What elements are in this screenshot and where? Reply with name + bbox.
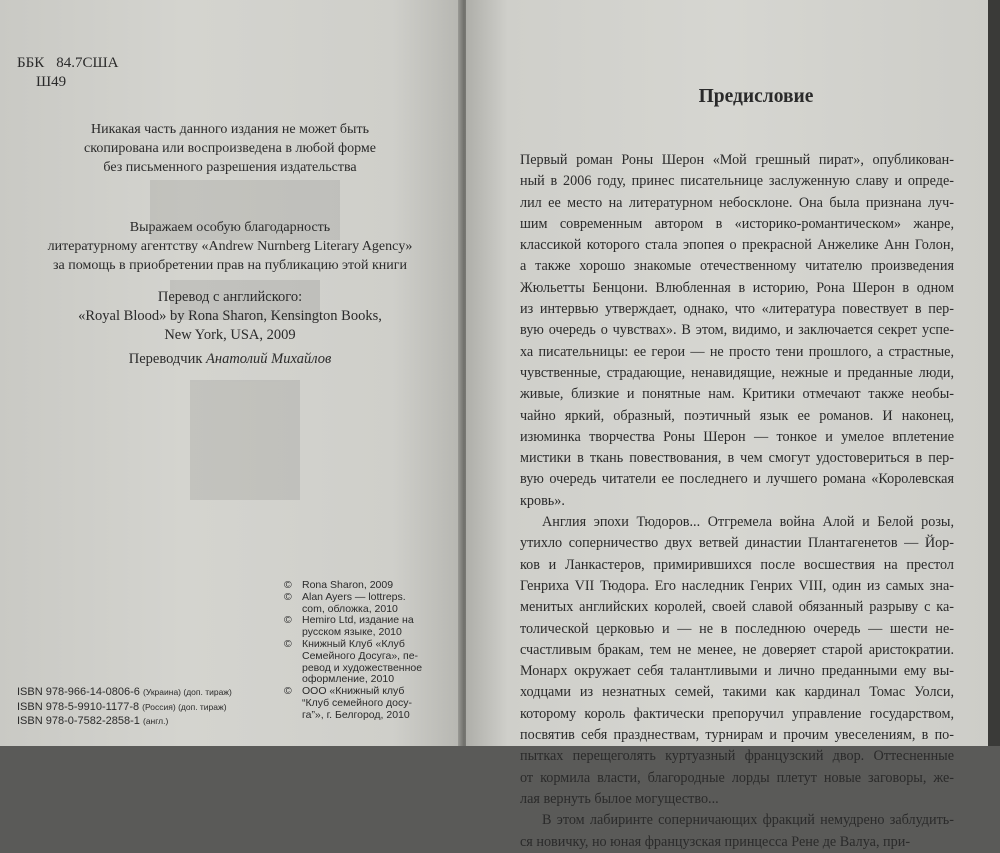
- isbn-row: [17, 700, 277, 715]
- translator-name: Анатолий Михайлов: [206, 351, 332, 367]
- copyright-block: [284, 580, 444, 722]
- text-line: толической церковью и — не в последнюю очередь — шести не-: [520, 620, 954, 637]
- copyright-item: [284, 639, 444, 686]
- text-line: лил ее место на литературном небосклоне. Она была признана луч-: [520, 194, 954, 211]
- preface-text: [520, 150, 954, 853]
- text-line: изюминка творчества Роны Шерон — тонкое и умелое вплетение: [520, 428, 954, 445]
- copyright-item: [284, 615, 444, 639]
- text-line: Англия эпохи Тюдоров... Отгремела война Алой и Белой розы,: [542, 514, 954, 531]
- translation-line: New York, USA, 2009: [164, 327, 296, 343]
- text-line: посвятив себя празднествам, турнирам и прочим увеселениям, в по-: [520, 727, 954, 744]
- copyright-line: com, обложка, 2010: [302, 602, 398, 615]
- isbn-row: [17, 714, 277, 729]
- copyright-line: Alan Ayers — lottreps.: [302, 590, 406, 603]
- translation-line: «Royal Blood» by Rona Sharon, Kensington Books,: [78, 308, 382, 324]
- text-line: Монарх окружает себя талантливыми и лично преданными ему вы-: [520, 663, 954, 680]
- text-line: менитых английских королей, своей славой обязанный разрыву с ка-: [520, 599, 954, 616]
- text-line: ный в 2006 году, принес писательнице заслуженную славу и опреде-: [520, 173, 954, 190]
- page-edge-shadow: [988, 0, 1000, 746]
- text-line: из интервью утверждает, однако, что «литература повествует в пер-: [520, 301, 954, 318]
- isbn-number: ISBN 978-0-7582-2858-1: [17, 715, 140, 727]
- isbn-note: (Россия) (доп. тираж): [142, 701, 227, 712]
- copyright-icon: ©: [284, 590, 292, 603]
- copyright-line: Семейного Досуга», пе-: [302, 649, 419, 662]
- copyright-line: Книжный Клуб «Клуб: [302, 637, 405, 650]
- acknowledgement: [47, 218, 413, 275]
- author-sign: Ш49: [36, 74, 67, 90]
- translation-line: Перевод с английского:: [157, 289, 303, 305]
- isbn-row: [17, 685, 277, 700]
- copyright-line: Hemiro Ltd, издание на: [302, 614, 414, 627]
- text-line: В этом лабиринте соперничающих фракций немудрено заблудить-: [542, 812, 954, 829]
- text-line: чайно яркий, образный, поэтичный язык ее романов. И наконец,: [520, 407, 954, 424]
- text-line: лая вернуть былое могущество...: [520, 790, 719, 807]
- copyright-line: га”», г. Белгород, 2010: [302, 708, 410, 721]
- text-line: счастливым бракам, тем не менее, не доверяет старой аристократии.: [520, 641, 954, 658]
- thanks-line: за помощь в приобретении прав на публикацию этой книги: [52, 258, 408, 273]
- copyright-line: оформление, 2010: [302, 673, 395, 686]
- translation-info: [60, 288, 400, 345]
- bbk-classification: [17, 54, 118, 92]
- left-page: [0, 0, 462, 746]
- copyright-line: русском языке, 2010: [302, 626, 402, 639]
- copyright-icon: ©: [284, 637, 292, 650]
- page-title: Предисловие: [698, 86, 814, 107]
- text-line: живые, близкие и понятные нам. Критики отмечают также необы-: [520, 386, 954, 403]
- notice-line: без письменного разрешения издательства: [103, 160, 357, 175]
- text-line: а также хорошо знакомые отечественному читателю произведения: [520, 258, 954, 275]
- text-line: вую очередь о чувствах». В этом, видимо, и заключается секрет успе-: [520, 322, 954, 339]
- copyright-line: “Клуб семейного досу-: [302, 696, 413, 709]
- isbn-note: (англ.): [142, 716, 169, 726]
- text-line: Генриха VII Тюдора. Его наследник Генрих VIII, один из самых зна-: [520, 577, 954, 594]
- bbk-code: 84.7США: [56, 55, 119, 71]
- text-line: ся новичку, но юная французская принцесса Рене де Валуа, при-: [520, 833, 911, 850]
- text-line: классикой которого стала эпопея о прекрасной Анжелике Анн Голон,: [520, 237, 954, 254]
- bbk-label: ББК: [17, 55, 45, 71]
- text-line: ков и Ланкастеров, примирившихся после восшествия на престол: [520, 556, 954, 573]
- isbn-block: [17, 685, 277, 729]
- isbn-number: ISBN 978-966-14-0806-6: [17, 686, 140, 698]
- copyright-line: ревод и художественное: [302, 661, 423, 674]
- text-line: шим современным автором в «историко-романтическом» жанре,: [520, 215, 954, 232]
- text-line: вую очередь читатели ее последнего и лучшего романа «Королевская: [520, 471, 954, 488]
- copyright-icon: ©: [284, 685, 292, 698]
- isbn-number: ISBN 978-5-9910-1177-8: [17, 700, 140, 713]
- isbn-note: (Украина) (доп. тираж): [142, 687, 232, 697]
- text-line: мистики в ткань повествования, в чем смогут удостовериться в пер-: [520, 450, 954, 467]
- bbk-row: [17, 54, 118, 73]
- copyright-icon: ©: [284, 579, 292, 591]
- text-line: ходцами из незнатных семей, такими как кардинал Томас Уолси,: [520, 684, 954, 701]
- text-line: пытках перещеголять куртуазный французский двор. Оттесненные: [520, 748, 954, 765]
- text-line: которому король фактически препоручил управление государством,: [520, 705, 954, 722]
- thanks-line: Выражаем особую благодарность: [129, 220, 331, 235]
- copyright-item: [284, 592, 444, 616]
- text-line: ха писательницы: ее герои — не просто тени прошлого, а страстные,: [520, 343, 954, 360]
- rights-notice: [60, 120, 400, 177]
- text-line: утихло соперничество двух ветвей династии Плантагенетов — Йор-: [520, 535, 954, 552]
- text-line: кровь».: [520, 492, 565, 509]
- text-line: чувственные, страдающие, ненавидящие, нежные и преданные люди,: [520, 364, 954, 381]
- copyright-item: [284, 686, 444, 721]
- text-line: Первый роман Роны Шерон «Мой грешный пират», опубликован-: [520, 152, 954, 168]
- notice-line: скопирована или воспроизведена в любой форме: [84, 141, 376, 156]
- text-line: Жюльетты Бенцони. Влюбленная в историю, Рона Шерон в одном: [520, 279, 954, 296]
- copyright-icon: ©: [284, 614, 292, 627]
- right-page: [466, 0, 988, 850]
- copyright-line: ООО «Книжный клуб: [302, 685, 405, 698]
- thanks-line: литературному агентству «Andrew Nurnberg Literary Agency»: [47, 239, 413, 254]
- translator-label: Переводчик: [128, 351, 203, 367]
- copyright-line: Rona Sharon, 2009: [302, 579, 394, 591]
- notice-line: Никакая часть данного издания не может быть: [91, 122, 369, 137]
- text-line: от кормила власти, благородные лорды плетут новые заговоры, же-: [520, 769, 954, 786]
- translator-credit: [60, 350, 400, 369]
